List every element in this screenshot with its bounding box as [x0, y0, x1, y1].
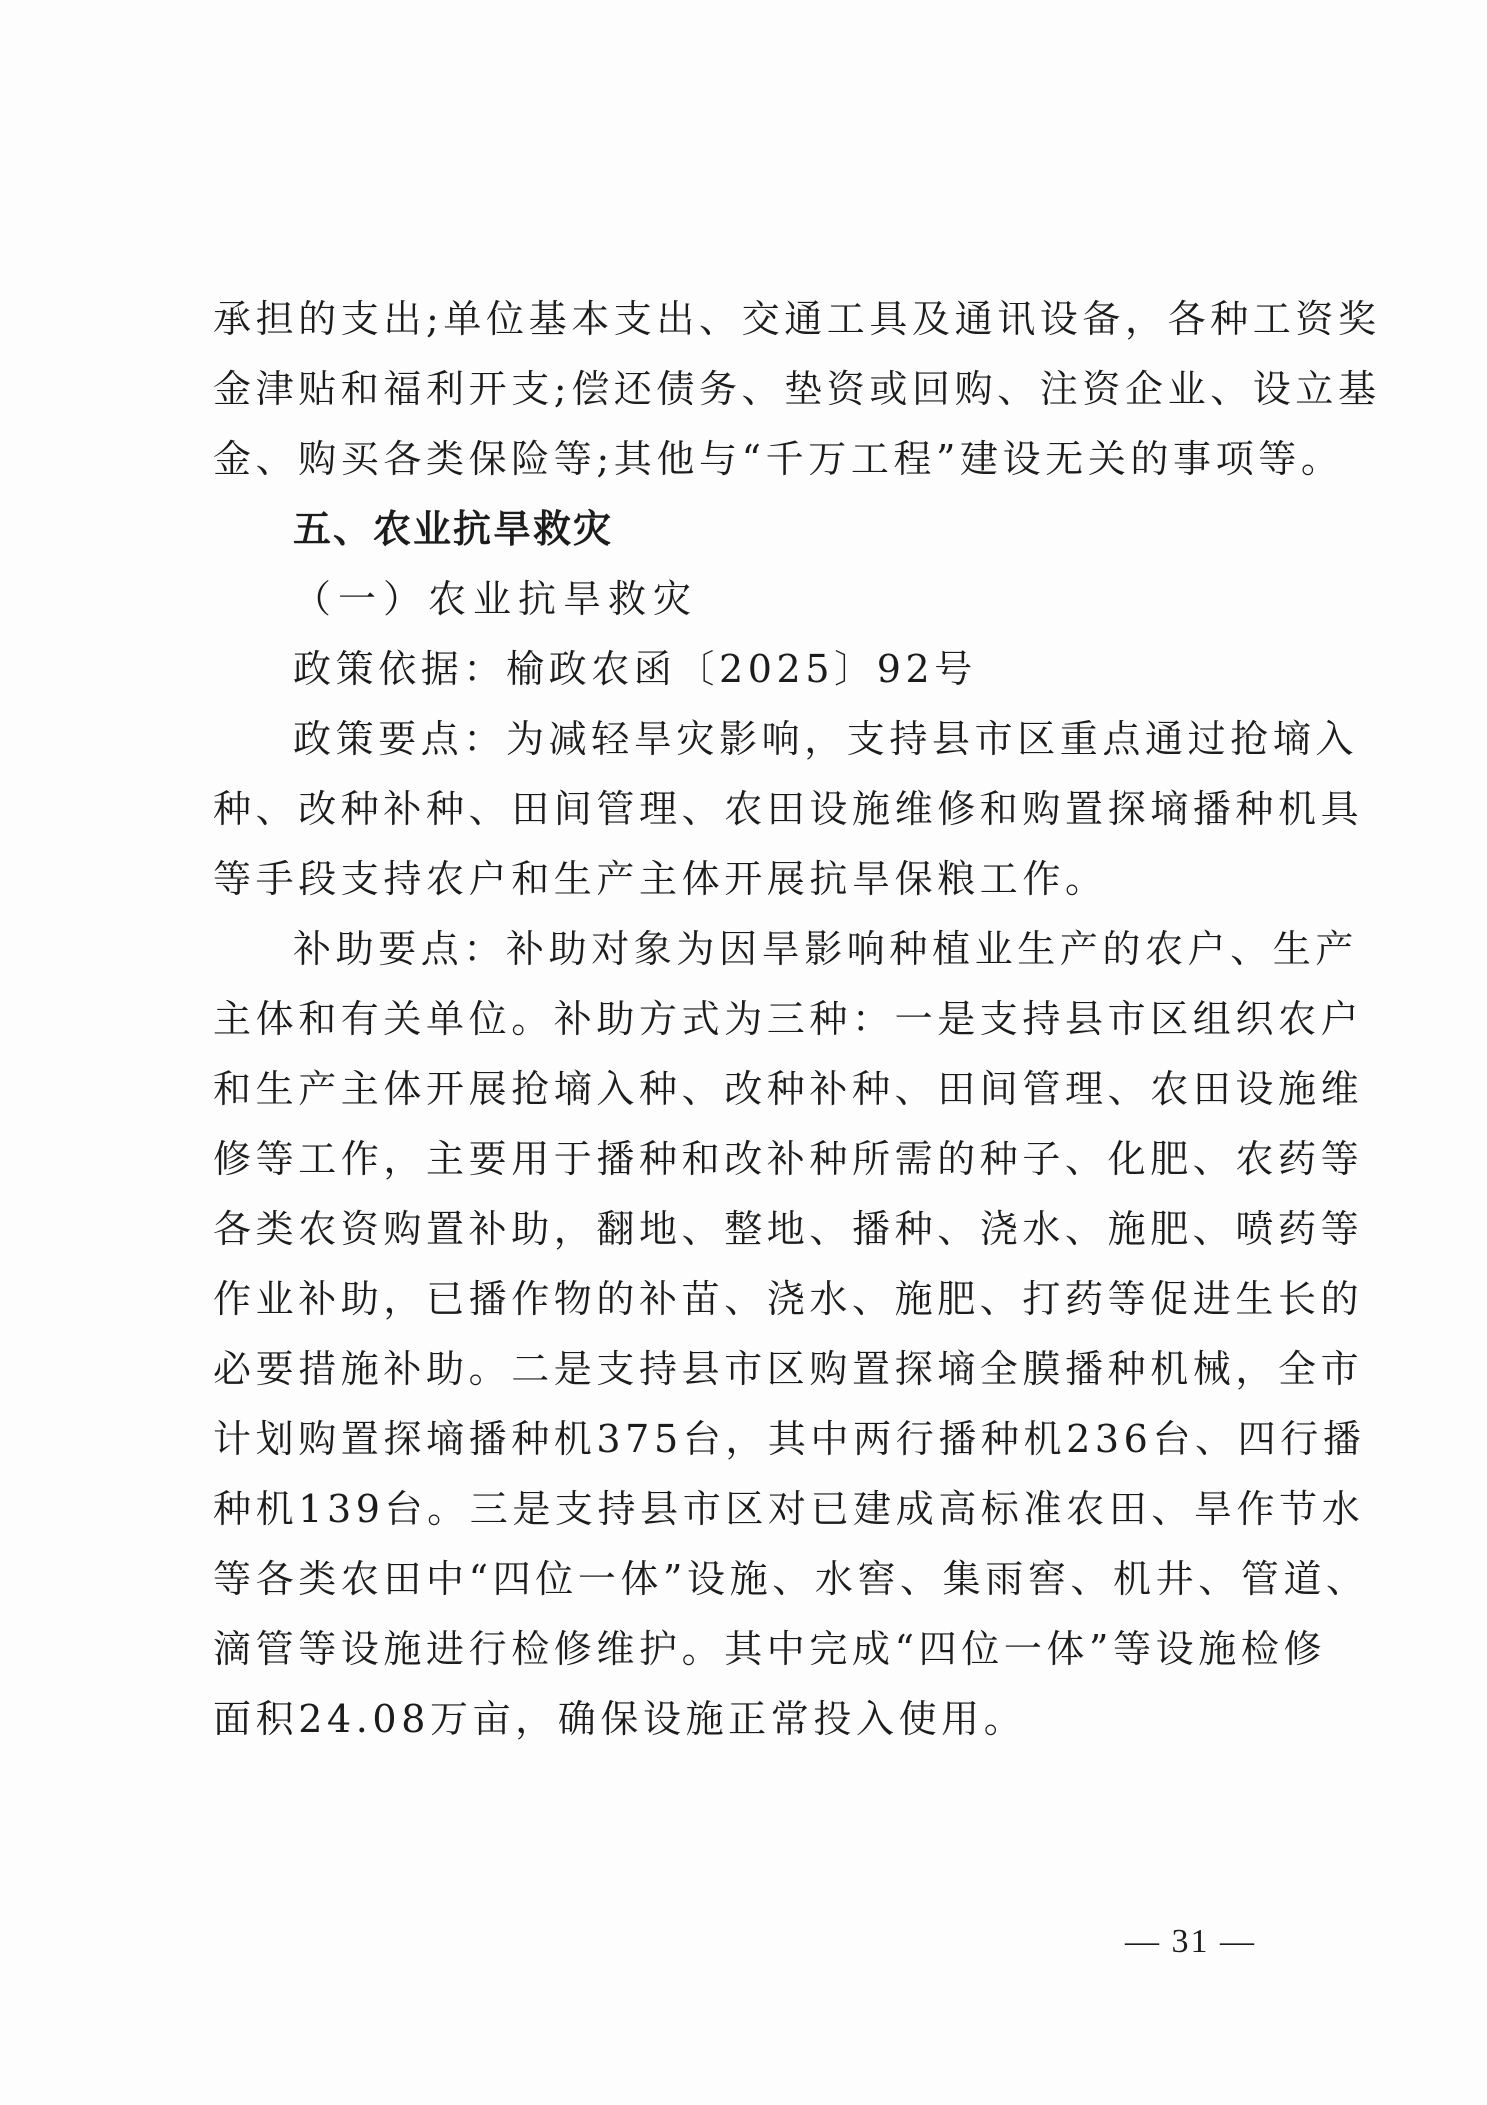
- subsidy-points-line: 等各类农田中“四位一体”设施、水窖、集雨窖、机井、管道、: [213, 1557, 1369, 1601]
- section-heading: 五、农业抗旱救灾: [293, 507, 614, 551]
- page-number: — 31 —: [1125, 1923, 1256, 1960]
- subsidy-points-line: 主体和有关单位。补助方式为三种：一是支持县市区组织农户: [213, 997, 1364, 1041]
- subsidy-points-line: 和生产主体开展抢墒入种、改种补种、田间管理、农田设施维: [213, 1067, 1364, 1111]
- policy-points-line: 政策要点：为减轻旱灾影响，支持县市区重点通过抢墒入: [293, 717, 1359, 761]
- policy-basis: 政策依据：榆政农函〔2025〕92号: [293, 647, 977, 691]
- policy-points-line: 等手段支持农户和生产主体开展抗旱保粮工作。: [213, 857, 1108, 901]
- document-body: [213, 284, 1381, 1754]
- subsidy-points-line: 修等工作，主要用于播种和改补种所需的种子、化肥、农药等: [213, 1137, 1364, 1181]
- subsidy-points-line: 面积24.08万亩，确保设施正常投入使用。: [213, 1697, 1027, 1741]
- subsidy-points-line: 作业补助，已播作物的补苗、浇水、施肥、打药等促进生长的: [213, 1277, 1364, 1321]
- text-line: 金津贴和福利开支;偿还债务、垫资或回购、注资企业、设立基: [213, 367, 1381, 411]
- subsidy-points-line: 补助要点：补助对象为因旱影响种植业生产的农户、生产: [293, 927, 1359, 971]
- text-line: 承担的支出;单位基本支出、交通工具及通讯设备，各种工资奖: [213, 297, 1381, 341]
- subsidy-points-line: 计划购置探墒播种机375台，其中两行播种机236台、四行播: [213, 1417, 1366, 1461]
- subsidy-points-line: 必要措施补助。二是支持县市区购置探墒全膜播种机械，全市: [213, 1347, 1364, 1391]
- subsidy-points-line: 各类农资购置补助，翻地、整地、播种、浇水、施肥、喷药等: [213, 1207, 1364, 1251]
- subsection-heading: （一）农业抗旱救灾: [293, 577, 699, 621]
- subsidy-points-line: 种机139台。三是支持县市区对已建成高标准农田、旱作节水: [213, 1487, 1365, 1531]
- text-line: 金、购买各类保险等;其他与“千万工程”建设无关的事项等。: [213, 437, 1344, 481]
- subsidy-points-line: 滴管等设施进行检修维护。其中完成“四位一体”等设施检修: [213, 1627, 1327, 1671]
- policy-points-line: 种、改种补种、田间管理、农田设施维修和购置探墒播种机具: [213, 787, 1364, 831]
